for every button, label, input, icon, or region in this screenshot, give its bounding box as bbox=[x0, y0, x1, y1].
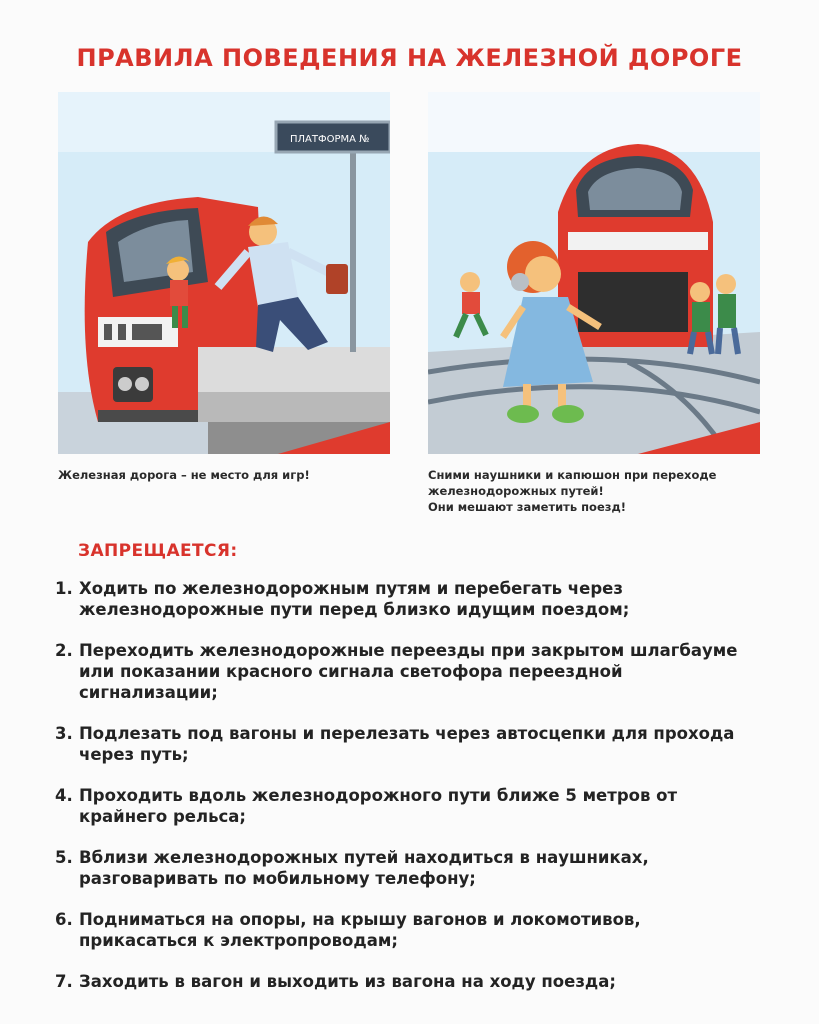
caption-right-line-1: Сними наушники и капюшон при переходе bbox=[428, 468, 717, 482]
caption-right bbox=[428, 467, 768, 515]
rule-text: Вблизи железнодорожных путей находиться в наушниках, разговаривать по мобильному телефону; bbox=[79, 848, 649, 888]
rule-text: Заходить в вагон и выходить из вагона на ходу поезда; bbox=[79, 972, 616, 991]
caption-left: Железная дорога – не место для игр! bbox=[58, 468, 310, 482]
rule-text: Проходить вдоль железнодорожного пути ближе 5 метров от крайнего рельса; bbox=[79, 786, 678, 826]
section-heading-prohibited: ЗАПРЕЩАЕТСЯ: bbox=[78, 541, 238, 561]
rule-number: 7. bbox=[55, 972, 73, 991]
rule-number: 3. bbox=[55, 724, 73, 743]
rule-number: 6. bbox=[55, 910, 73, 929]
list-item bbox=[55, 971, 745, 992]
rule-text: Ходить по железнодорожным путям и перебегать через железнодорожные пути перед близко идущим поездом; bbox=[79, 579, 630, 619]
list-item bbox=[55, 578, 745, 620]
caption-right-line-3: Они мешают заметить поезд! bbox=[428, 500, 626, 514]
list-item bbox=[55, 723, 745, 765]
list-item bbox=[55, 640, 745, 703]
page-title: ПРАВИЛА ПОВЕДЕНИЯ НА ЖЕЛЕЗНОЙ ДОРОГЕ bbox=[76, 44, 743, 72]
rule-number: 2. bbox=[55, 641, 73, 660]
rule-number: 4. bbox=[55, 786, 73, 805]
rules-list bbox=[55, 578, 745, 1012]
rule-text: Переходить железнодорожные переезды при закрытом шлагбауме или показании красного сигнала светофора переездной сигнализации; bbox=[79, 641, 738, 702]
rule-number: 1. bbox=[55, 579, 73, 598]
rule-text: Подниматься на опоры, на крышу вагонов и локомотивов, прикасаться к электропроводам; bbox=[79, 910, 641, 950]
illustration-platform bbox=[58, 92, 390, 454]
illustration-crossing bbox=[428, 92, 760, 454]
list-item bbox=[55, 847, 745, 889]
rule-number: 5. bbox=[55, 848, 73, 867]
rule-text: Подлезать под вагоны и перелезать через автосцепки для прохода через путь; bbox=[79, 724, 735, 764]
caption-right-line-2: железнодорожных путей! bbox=[428, 484, 604, 498]
list-item bbox=[55, 909, 745, 951]
list-item bbox=[55, 785, 745, 827]
platform-sign-text: ПЛАТФОРМА № bbox=[290, 134, 370, 145]
